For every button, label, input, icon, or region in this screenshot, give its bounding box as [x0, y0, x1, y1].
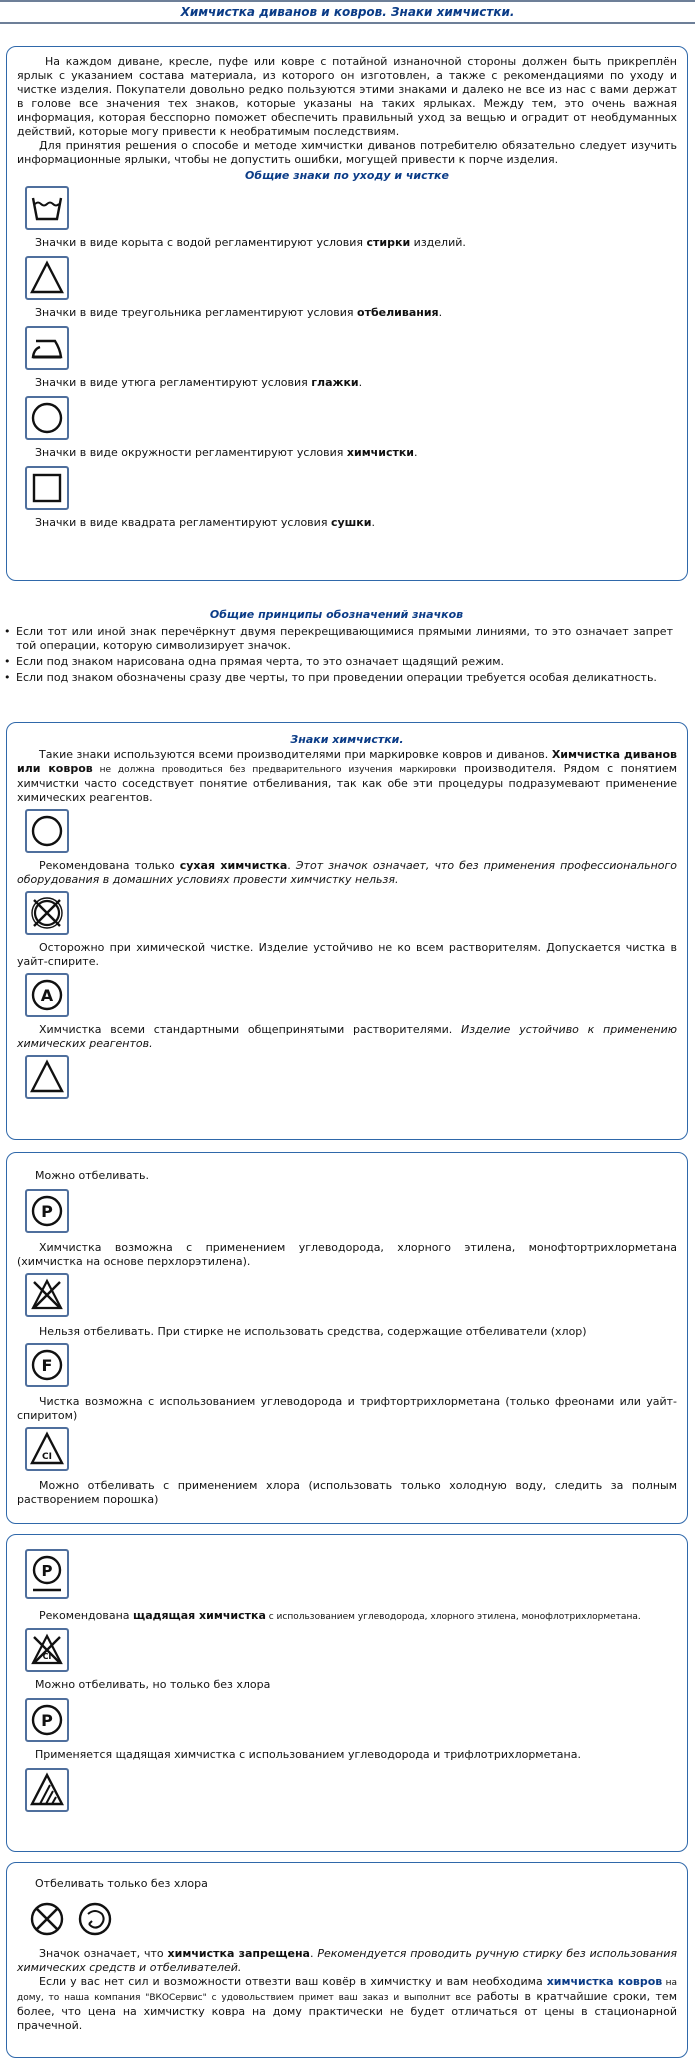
care-symbols-panel — [6, 46, 688, 581]
sign-all-solvents: Химчистка всеми стандартными общепринятыми растворителями. Изделие устойчиво к применению химических реагентов. — [17, 1023, 678, 1050]
care-heading: Общие знаки по уходу и чистке — [245, 169, 449, 182]
sign-freon: Чистка возможна с использованием углеводорода и трифтортрихлорметана (только фреонами или уайт-спиритом) — [17, 1395, 677, 1422]
no-dryclean-icon — [25, 1897, 69, 1941]
sign-no-bleach: Нельзя отбеливать. При стирке не использовать средства, содержащие отбеливатели (хлор) — [39, 1325, 587, 1338]
sign-hydrocarbon: Химчистка возможна с применением углеводорода, хлорного этилена, монофтортрихлорметана (химчистка на основе перхлорэтилена). — [17, 1241, 677, 1268]
sign-bleach-no-chlorine: Можно отбеливать, но только без хлора — [35, 1678, 271, 1691]
triangle-cl-icon — [25, 1427, 69, 1471]
principle-item: • Если под знаком нарисована одна прямая черта, то это означает щадящий режим. — [0, 655, 673, 669]
circle-p-icon — [25, 1189, 69, 1233]
no-dryclean-icon — [25, 891, 69, 935]
sign-chlorine: Можно отбеливать с применением хлора (использовать только холодную воду, следить за полным растворением порошка) — [17, 1479, 677, 1506]
sign-dry-only: Рекомендована только сухая химчистка. Этот значок означает, что без применения профессионального оборудования в домашних условиях провести химчистку нельзя. — [17, 859, 677, 886]
no-bleach-icon — [25, 1273, 69, 1317]
circle-arrow-icon — [73, 1897, 117, 1941]
sign-careful: Осторожно при химической чистке. Изделие устойчиво не ко всем растворителям. Допускается чистка в уайт-спирите. — [17, 941, 677, 968]
page-title: Химчистка диванов и ковров. Знаки химчистки. — [0, 0, 695, 24]
no-chlorine-bleach-icon — [25, 1628, 69, 1672]
square-icon — [25, 466, 69, 510]
striped-triangle-icon — [25, 1768, 69, 1812]
svg-text:P: P — [41, 1711, 53, 1730]
circle-p-underline-icon — [25, 1549, 69, 1599]
signs-lead: Такие знаки используются всеми производителями при маркировке ковров и диванов. Химчистка диванов или ковров не должна проводиться без предварительного изучения маркировки производителя. Рядом с понятием химчистки часто соседствует понятие отбеливания, так как обе эти процедуры подразумевают применение химических реагентов. — [17, 748, 678, 804]
care-item-dryclean: Значки в виде окружности регламентируют условия химчистки. — [35, 446, 418, 459]
circle-p-icon — [25, 1698, 69, 1742]
drycleaning-signs-panel — [6, 722, 688, 1140]
carpet-cleaning-link[interactable]: химчистка ковров — [546, 1975, 663, 1988]
principle-item: • Если тот или иной знак перечёркнут двумя перекрещивающимися прямыми линиями, то это означает запрет той операции, которую символизирует значок. — [0, 625, 673, 653]
service-offer: Если у вас нет сил и возможности отвезти ваш ковёр в химчистку и вам необходима химчистка ковров на дому, то наша компания "ВКОСервис" с удовольствием примет ваш заказ и выполнит все работы в кратчайшие сроки, тем более, что цена на химчистку ковра на дому практически не будет отличаться от цены в стационарной прачечной. — [17, 1975, 678, 2032]
care-item-iron: Значки в виде утюга регламентируют условия глажки. — [35, 376, 363, 389]
gentle-clean-panel — [6, 1534, 688, 1852]
sign-can-bleach: Можно отбеливать. — [35, 1169, 150, 1182]
svg-text:P: P — [41, 1562, 53, 1580]
svg-text:A: A — [40, 986, 54, 1005]
washtub-icon — [25, 186, 69, 230]
triangle-icon — [25, 256, 69, 300]
principles-section — [0, 606, 695, 687]
care-item-bleach: Значки в виде треугольника регламентируют условия отбеливания. — [35, 306, 443, 319]
bleach-signs-panel — [6, 1152, 688, 1524]
svg-text:CI: CI — [42, 1452, 52, 1462]
iron-icon — [25, 326, 69, 370]
sign-dryclean-forbidden: Значок означает, что химчистка запрещена. Рекомендуется проводить ручную стирку без использования химических средств и отбеливателей. — [17, 1947, 677, 1974]
principles-heading: Общие принципы обозначений значков — [209, 608, 464, 621]
principle-item: • Если под знаком обозначены сразу две черты, то при проведении операции требуется особая деликатность. — [0, 671, 673, 685]
intro-paragraph-2: Для принятия решения о способе и методе химчистки диванов потребителю обязательно следует изучить информационные ярлыки, чтобы не допустить ошибки, могущей привести к порче изделия. — [17, 139, 677, 166]
care-item-dry: Значки в виде квадрата регламентируют условия сушки. — [35, 516, 375, 529]
care-item-wash: Значки в виде корыта с водой регламентируют условия стирки изделий. — [35, 236, 466, 249]
sign-gentle-clean: Рекомендована щадящая химчистка с использованием углеводорода, хлорного этилена, монофлотрихлорметана. — [39, 1609, 641, 1622]
circle-f-icon — [25, 1343, 69, 1387]
circle-icon — [25, 396, 69, 440]
intro-paragraph-1: На каждом диване, кресле, пуфе или ковре с потайной изнаночной стороны должен быть прикреплён ярлык с указанием состава материала, из которого он изготовлен, а также с рекомендациями по уходу и чистке изделия. Покупатели довольно редко пользуются этими знаками и далеко не все из нас с вами держат в голове все значения тех знаков, которые указаны на таких ярлыках. Между тем, это очень важная информация, которая бесспорно поможет обеспечить правильный уход за вещью и оградит от необдуманных действий, которые могу привести к необратимым последствиям. — [17, 55, 677, 138]
triangle-icon — [25, 1055, 69, 1099]
circle-a-icon — [25, 973, 69, 1017]
sign-bleach-no-chlorine-2: Отбеливать только без хлора — [35, 1877, 208, 1890]
svg-text:P: P — [41, 1202, 53, 1221]
svg-text:F: F — [41, 1356, 53, 1375]
circle-icon — [25, 809, 69, 853]
signs-heading: Знаки химчистки. — [290, 733, 404, 746]
svg-text:CI: CI — [42, 1652, 52, 1661]
sign-gentle-freon: Применяется щадящая химчистка с использованием углеводорода и трифлотрихлорметана. — [35, 1748, 581, 1761]
no-dryclean-panel — [6, 1862, 688, 2058]
